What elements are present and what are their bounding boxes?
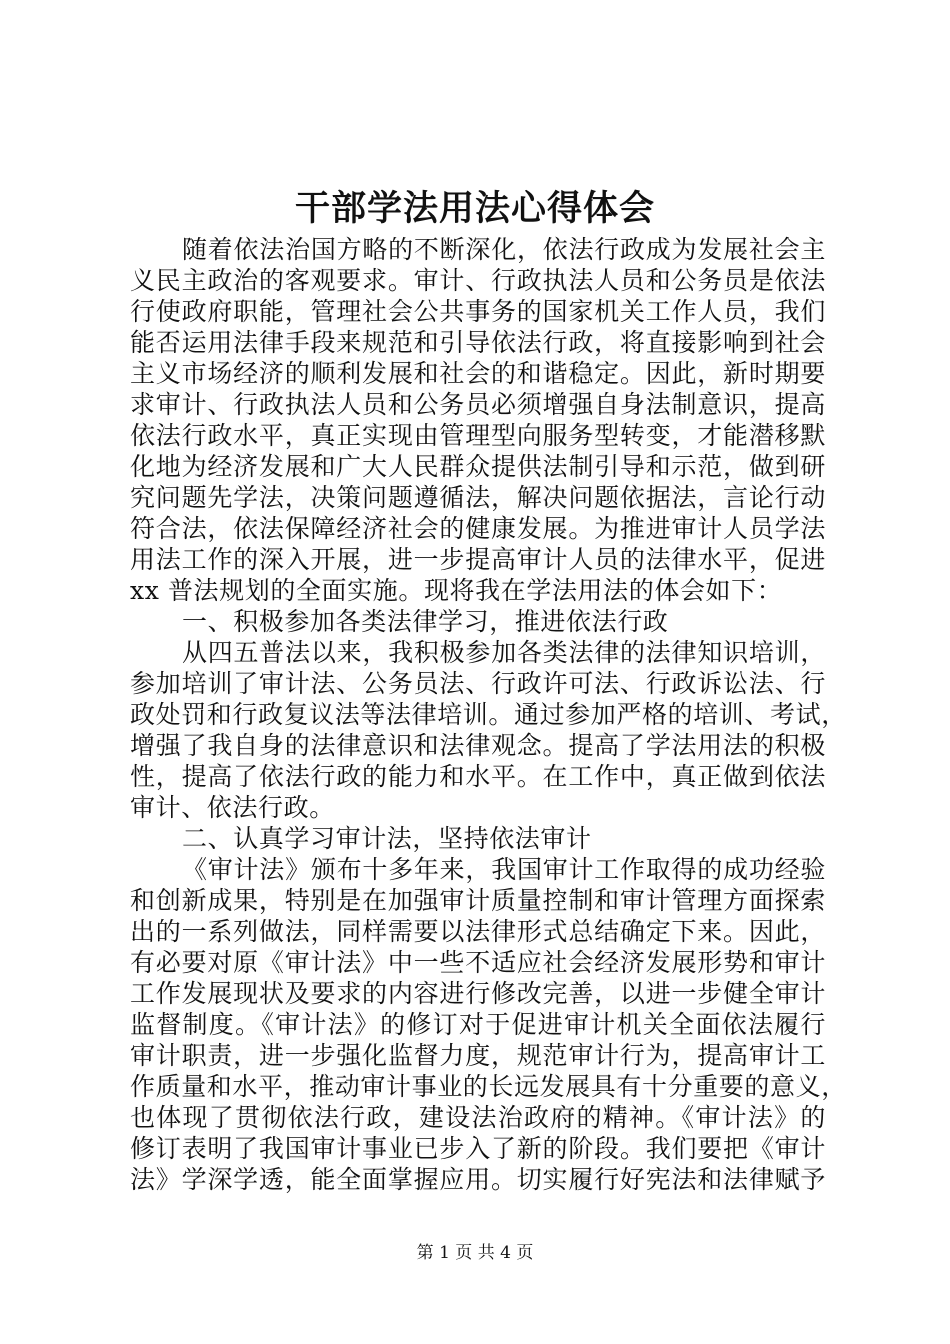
body-line: 主义市场经济的顺利发展和社会的和谐稳定。因此，新时期要 [130,359,826,388]
body-line: 修订表明了我国审计事业已步入了新的阶段。我们要把《审计 [130,1134,826,1163]
body-line: 究问题先学法，决策问题遵循法，解决问题依据法，言论行动 [130,483,826,512]
body-line: 性，提高了依法行政的能力和水平。在工作中，真正做到依法 [130,762,826,791]
body-line: 法》学深学透，能全面掌握应用。切实履行好宪法和法律赋予 [130,1165,826,1194]
body-line: 义民主政治的客观要求。审计、行政执法人员和公务员是依法 [130,266,826,295]
body-line: 参加培训了审计法、公务员法、行政许可法、行政诉讼法、行 [130,669,826,698]
body-line: 作质量和水平，推动审计事业的长远发展具有十分重要的意义， [130,1072,847,1101]
body-line: 增强了我自身的法律意识和法律观念。提高了学法用法的积极 [130,731,826,760]
body-line: 化地为经济发展和广大人民群众提供法制引导和示范，做到研 [130,452,826,481]
section-heading: 一、积极参加各类法律学习，推进依法行政 [182,607,669,636]
body-line: 用法工作的深入开展，进一步提高审计人员的法律水平，促进 [130,545,826,574]
body-line: 审计职责，进一步强化监督力度，规范审计行为，提高审计工 [130,1041,826,1070]
body-line: 监督制度。《审计法》的修订对于促进审计机关全面依法履行 [130,1010,826,1039]
body-line: 和创新成果，特别是在加强审计质量控制和审计管理方面探索 [130,886,826,915]
body-line: 依法行政水平，真正实现由管理型向服务型转变，才能潜移默 [130,421,826,450]
page-number-footer: 第 1 页 共 4 页 [416,1243,534,1263]
body-line: 随着依法治国方略的不断深化，依法行政成为发展社会主 [182,235,826,264]
document-title: 干部学法用法心得体会 [294,188,655,229]
body-line: 工作发展现状及要求的内容进行修改完善，以进一步健全审计 [130,979,826,1008]
body-line: 行使政府职能，管理社会公共事务的国家机关工作人员，我们 [130,297,826,326]
body-line: 从四五普法以来，我积极参加各类法律的法律知识培训， [182,638,826,667]
body-line: 审计、依法行政。 [130,793,335,822]
body-line: 求审计、行政执法人员和公务员必须增强自身法制意识，提高 [130,390,826,419]
body-line: 出的一系列做法，同样需要以法律形式总结确定下来。因此， [130,917,826,946]
body-line: xx 普法规划的全面实施。现将我在学法用法的体会如下： [130,576,783,605]
document-body [130,234,847,1195]
body-line: 政处罚和行政复议法等法律培训。通过参加严格的培训、考试， [130,700,847,729]
body-line: 有必要对原《审计法》中一些不适应社会经济发展形势和审计 [130,948,826,977]
body-line: 能否运用法律手段来规范和引导依法行政，将直接影响到社会 [130,328,826,357]
section-heading: 二、认真学习审计法，坚持依法审计 [182,824,592,853]
body-line: 也体现了贯彻依法行政，建设法治政府的精神。《审计法》的 [130,1103,826,1132]
body-line: 《审计法》颁布十多年来，我国审计工作取得的成功经验 [182,855,826,884]
body-line: 符合法，依法保障经济社会的健康发展。为推进审计人员学法 [130,514,826,543]
